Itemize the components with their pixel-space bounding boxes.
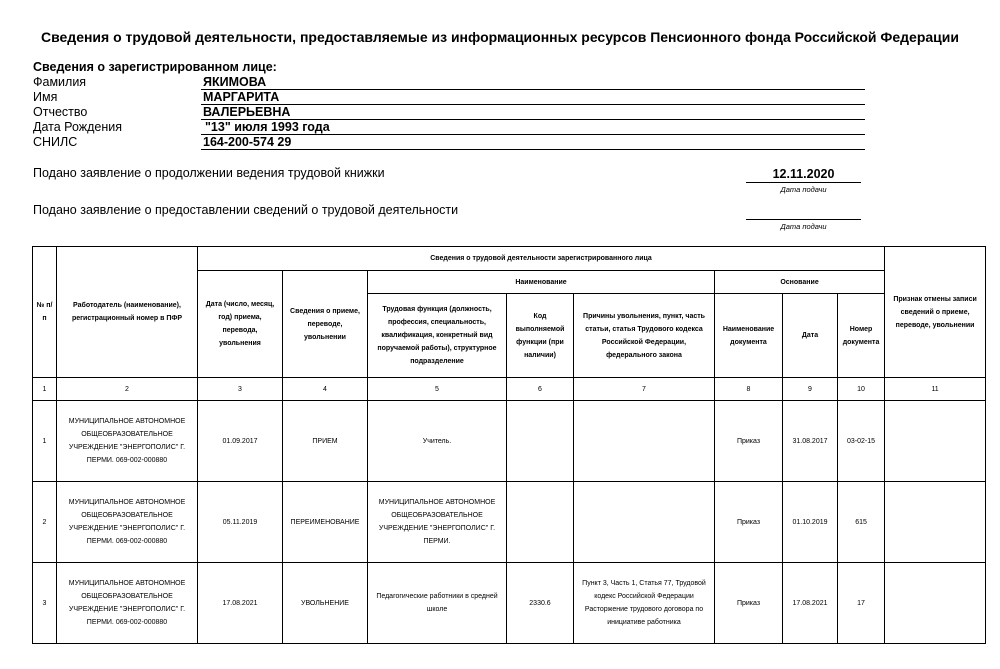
birthdate-value: "13" июля 1993 года <box>201 120 865 135</box>
row-reason: Пункт 3, Часть 1, Статья 77, Трудовой кодекс Российской Федерации Расторжение трудового договора по инициативе работника <box>574 563 715 644</box>
snils-label: СНИЛС <box>33 135 78 149</box>
row-reason <box>574 482 715 563</box>
column-number: 2 <box>57 378 198 401</box>
row-date: 17.08.2021 <box>198 563 283 644</box>
column-number: 5 <box>368 378 507 401</box>
name-value: МАРГАРИТА <box>201 90 865 105</box>
row-function: Учитель. <box>368 401 507 482</box>
row-code <box>507 482 574 563</box>
statement-continue-date: 12.11.2020 <box>746 166 861 183</box>
person-birthdate-row <box>33 120 865 135</box>
row-event: УВОЛЬНЕНИЕ <box>283 563 368 644</box>
row-cancel <box>885 401 986 482</box>
row-function: МУНИЦИПАЛЬНОЕ АВТОНОМНОЕ ОБЩЕОБРАЗОВАТЕЛЬНОЕ УЧРЕЖДЕНИЕ "ЭНЕРГОПОЛИС" Г. ПЕРМИ. <box>368 482 507 563</box>
person-patronymic-row <box>33 105 865 120</box>
statement-provide-info: Подано заявление о предоставлении сведений о трудовой деятельности <box>33 203 459 217</box>
header-document-number: Номер документа <box>838 294 885 378</box>
patronymic-value: ВАЛЕРЬЕВНА <box>201 105 865 120</box>
row-doc-date: 17.08.2021 <box>783 563 838 644</box>
row-doc-number: 03-02-15 <box>838 401 885 482</box>
row-function: Педагогические работники в средней школе <box>368 563 507 644</box>
column-number: 3 <box>198 378 283 401</box>
column-number: 6 <box>507 378 574 401</box>
statement-continue-book: Подано заявление о продолжении ведения трудовой книжки <box>33 166 385 180</box>
row-doc-name: Приказ <box>715 401 783 482</box>
column-number: 7 <box>574 378 715 401</box>
table-header-row-1 <box>33 247 986 271</box>
header-function-code: Код выполняемой функции (при наличии) <box>507 294 574 378</box>
column-number: 9 <box>783 378 838 401</box>
header-col-number: № п/п <box>33 247 57 378</box>
name-label: Имя <box>33 90 58 104</box>
header-dismissal-reason: Причины увольнения, пункт, часть статьи, статья Трудового кодекса Российской Федерации, федерального закона <box>574 294 715 378</box>
row-doc-name: Приказ <box>715 482 783 563</box>
column-number: 10 <box>838 378 885 401</box>
header-event-date: Дата (число, месяц, год) приема, перевода, увольнения <box>198 271 283 378</box>
header-labor-function: Трудовая функция (должность, профессия, специальность, квалификация, конкретный вид поручаемой работы), структурное подразделение <box>368 294 507 378</box>
row-number: 1 <box>33 401 57 482</box>
row-doc-name: Приказ <box>715 563 783 644</box>
table-row <box>33 482 986 563</box>
person-snils-row <box>33 135 865 150</box>
column-number: 8 <box>715 378 783 401</box>
header-group-name: Наименование <box>368 271 715 294</box>
row-code <box>507 401 574 482</box>
statement-provide-date-caption: Дата подачи <box>780 222 827 231</box>
statement-continue-date-caption: Дата подачи <box>780 185 827 194</box>
header-document-date: Дата <box>783 294 838 378</box>
column-number: 1 <box>33 378 57 401</box>
table-row <box>33 563 986 644</box>
person-surname-row <box>33 75 865 90</box>
table-row <box>33 401 986 482</box>
patronymic-label: Отчество <box>33 105 88 119</box>
statement-provide-date-block <box>746 203 861 231</box>
row-doc-date: 31.08.2017 <box>783 401 838 482</box>
row-employer: МУНИЦИПАЛЬНОЕ АВТОНОМНОЕ ОБЩЕОБРАЗОВАТЕЛЬНОЕ УЧРЕЖДЕНИЕ "ЭНЕРГОПОЛИС" Г. ПЕРМИ. 069-002-000880 <box>57 401 198 482</box>
person-name-row <box>33 90 865 105</box>
row-cancel <box>885 563 986 644</box>
header-document-name: Наименование документа <box>715 294 783 378</box>
header-group-basis: Основание <box>715 271 885 294</box>
row-doc-number: 17 <box>838 563 885 644</box>
row-number: 2 <box>33 482 57 563</box>
row-employer: МУНИЦИПАЛЬНОЕ АВТОНОМНОЕ ОБЩЕОБРАЗОВАТЕЛЬНОЕ УЧРЕЖДЕНИЕ "ЭНЕРГОПОЛИС" Г. ПЕРМИ. 069-002-000880 <box>57 482 198 563</box>
row-doc-date: 01.10.2019 <box>783 482 838 563</box>
header-group-main: Сведения о трудовой деятельности зарегистрированного лица <box>198 247 885 271</box>
row-event: ПЕРЕИМЕНОВАНИЕ <box>283 482 368 563</box>
row-doc-number: 615 <box>838 482 885 563</box>
column-number: 4 <box>283 378 368 401</box>
row-employer: МУНИЦИПАЛЬНОЕ АВТОНОМНОЕ ОБЩЕОБРАЗОВАТЕЛЬНОЕ УЧРЕЖДЕНИЕ "ЭНЕРГОПОЛИС" Г. ПЕРМИ. 069-002-000880 <box>57 563 198 644</box>
column-number: 11 <box>885 378 986 401</box>
birthdate-label: Дата Рождения <box>33 120 123 134</box>
employment-table <box>32 246 986 644</box>
row-date: 05.11.2019 <box>198 482 283 563</box>
surname-value: ЯКИМОВА <box>201 75 865 90</box>
column-number-row <box>33 378 986 401</box>
header-cancel-flag: Признак отмены записи сведений о приеме, переводе, увольнении <box>885 247 986 378</box>
row-reason <box>574 401 715 482</box>
statement-provide-date <box>746 203 861 220</box>
statement-continue-date-block <box>746 166 861 194</box>
header-employer: Работодатель (наименование), регистрационный номер в ПФР <box>57 247 198 378</box>
row-date: 01.09.2017 <box>198 401 283 482</box>
row-code: 2330.6 <box>507 563 574 644</box>
row-number: 3 <box>33 563 57 644</box>
snils-value: 164-200-574 29 <box>201 135 865 150</box>
header-event-info: Сведения о приеме, переводе, увольнении <box>283 271 368 378</box>
surname-label: Фамилия <box>33 75 87 89</box>
row-event: ПРИЕМ <box>283 401 368 482</box>
person-section-heading: Сведения о зарегистрированном лице: <box>33 60 277 74</box>
document-title: Сведения о трудовой деятельности, предоставляемые из информационных ресурсов Пенсионного фонда Российской Федерации <box>40 29 959 45</box>
row-cancel <box>885 482 986 563</box>
